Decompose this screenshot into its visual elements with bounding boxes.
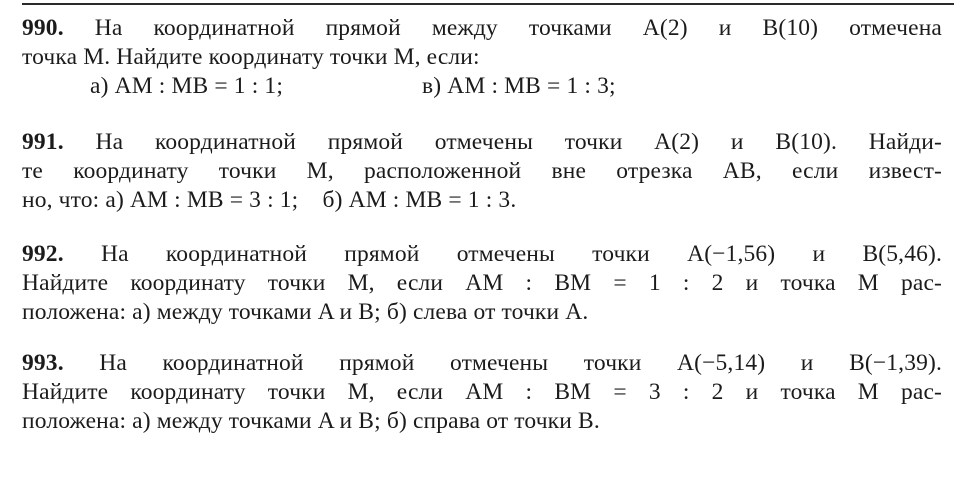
problem-991	[22, 128, 942, 215]
problem-text: На координатной прямой отмечены точки A(−5,14) и B(−1,39).	[99, 350, 942, 376]
problem-line: Найдите координату точки M, если AM : BM = 3 : 2 и точка M рас-	[22, 379, 942, 405]
problem-993	[22, 349, 942, 436]
case-b: в) AM : MB = 1 : 3;	[422, 73, 616, 99]
case-a: а) AM : MB = 1 : 1;	[90, 73, 284, 99]
problem-line: те координату точки M, расположенной вне отрезка AB, если извест-	[22, 158, 942, 184]
problem-text: На координатной прямой отмечены точки A(2) и B(10). Найди-	[95, 129, 942, 155]
problem-line	[22, 349, 942, 378]
problem-line: положена: а) между точками A и B; б) слева от точки A.	[22, 299, 589, 325]
problem-line: Найдите координату точки M, если AM : BM = 1 : 2 и точка M рас-	[22, 270, 942, 296]
problem-cases	[22, 72, 942, 101]
problem-number: 990.	[22, 15, 64, 41]
problem-text: На координатной прямой отмечены точки A(−1,56) и B(5,46).	[100, 241, 942, 267]
problem-number: 993.	[22, 350, 64, 376]
problem-line	[22, 128, 942, 157]
problem-line	[22, 14, 942, 43]
problem-line: но, что: а) AM : MB = 3 : 1; б) AM : MB = 1 : 3.	[22, 187, 517, 213]
problem-text: На координатной прямой между точками A(2) и B(10) отмечена	[94, 15, 942, 41]
problem-line	[22, 240, 942, 269]
problem-992	[22, 240, 942, 327]
problem-line: точка M. Найдите координату точки M, если:	[22, 44, 480, 70]
problem-number: 992.	[22, 241, 64, 267]
problem-990	[22, 14, 942, 101]
problem-line: положена: а) между точками A и B; б) справа от точки B.	[22, 408, 600, 434]
problem-number: 991.	[22, 129, 64, 155]
top-rule	[22, 3, 954, 5]
